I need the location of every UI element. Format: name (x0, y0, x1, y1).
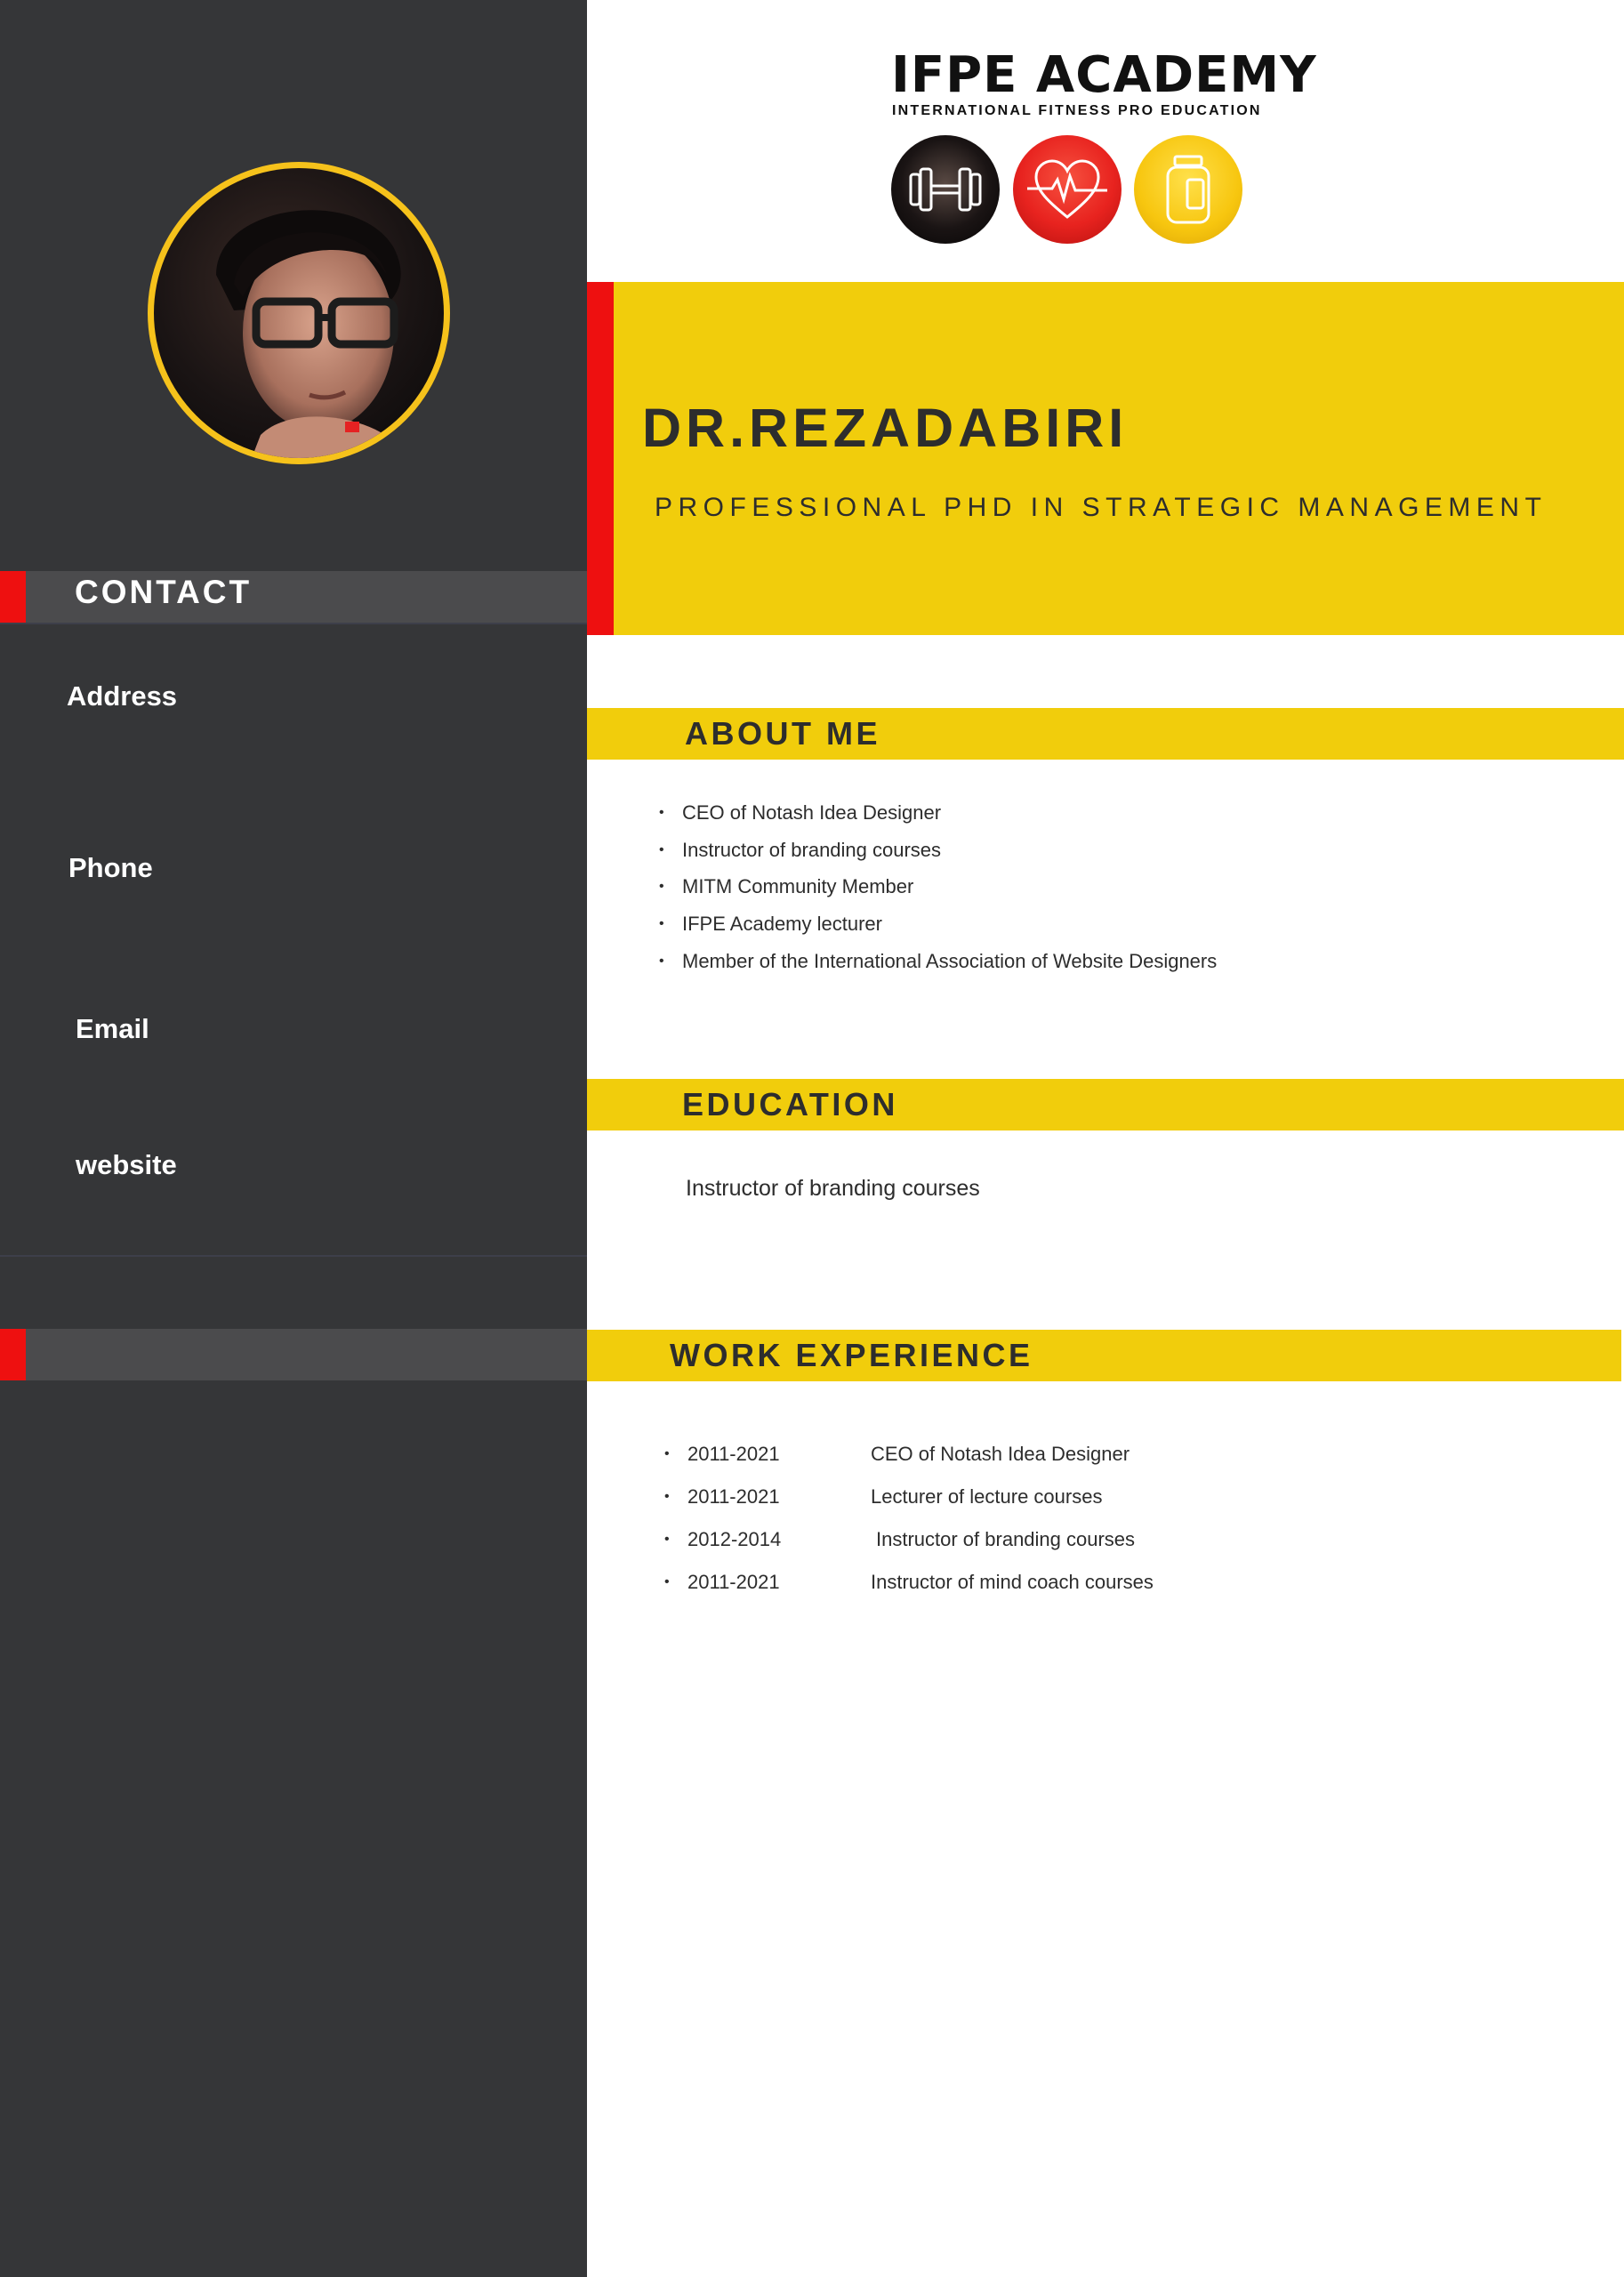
work-row (664, 1476, 1465, 1518)
portrait-illustration (154, 168, 444, 458)
phone-label: Phone (68, 852, 153, 883)
work-row (664, 1561, 1465, 1604)
contact-title: CONTACT (75, 574, 253, 610)
profile-photo-frame (148, 162, 450, 464)
work-role: Instructor of mind coach courses (871, 1571, 1154, 1593)
work-role: Instructor of branding courses (876, 1528, 1136, 1550)
sidebar-section-bar (0, 1329, 587, 1380)
list-item: • IFPE Academy lecturer (659, 905, 1217, 943)
bullet: • (664, 1532, 670, 1547)
education-text: Instructor of branding courses (686, 1176, 980, 1201)
logo-subtitle: INTERNATIONAL FITNESS PRO EDUCATION (892, 103, 1262, 118)
dumbbell-icon (891, 135, 1000, 244)
contact-divider (0, 623, 587, 624)
name-banner-accent (587, 282, 614, 635)
email-label: Email (76, 1013, 149, 1044)
contact-header-accent (0, 571, 26, 623)
work-role: CEO of Notash Idea Designer (871, 1443, 1130, 1465)
about-title: ABOUT ME (685, 715, 880, 752)
website-label: website (76, 1149, 177, 1180)
education-title: EDUCATION (682, 1086, 898, 1122)
bullet: • (664, 1574, 670, 1589)
bullet: • (664, 1489, 670, 1504)
supplement-jar-icon (1134, 135, 1242, 244)
work-years: 2011-2021 (687, 1485, 780, 1508)
about-list (659, 794, 1217, 979)
person-name: DR.REZADABIRI (642, 398, 1129, 458)
address-label: Address (67, 680, 178, 712)
list-item: • MITM Community Member (659, 868, 1217, 905)
logo-title: IFPE ACADEMY (891, 46, 1317, 104)
heartbeat-icon (1013, 135, 1122, 244)
bullet: • (664, 1446, 670, 1461)
sidebar-section-accent (0, 1329, 26, 1380)
work-role: Lecturer of lecture courses (871, 1485, 1103, 1508)
work-row (664, 1433, 1465, 1476)
list-item: • Instructor of branding courses (659, 832, 1217, 869)
work-title: WORK EXPERIENCE (670, 1337, 1033, 1373)
work-years: 2011-2021 (687, 1571, 780, 1593)
work-years: 2011-2021 (687, 1443, 780, 1465)
work-years: 2012-2014 (687, 1528, 782, 1550)
sidebar-divider (0, 1255, 587, 1257)
profile-photo (154, 168, 444, 458)
work-list (664, 1433, 1465, 1604)
person-role: PROFESSIONAL PHD IN STRATEGIC MANAGEMENT (655, 493, 1548, 522)
list-item: • Member of the International Association of Website Designers (659, 943, 1217, 980)
list-item: • CEO of Notash Idea Designer (659, 794, 1217, 832)
work-row (664, 1518, 1465, 1561)
